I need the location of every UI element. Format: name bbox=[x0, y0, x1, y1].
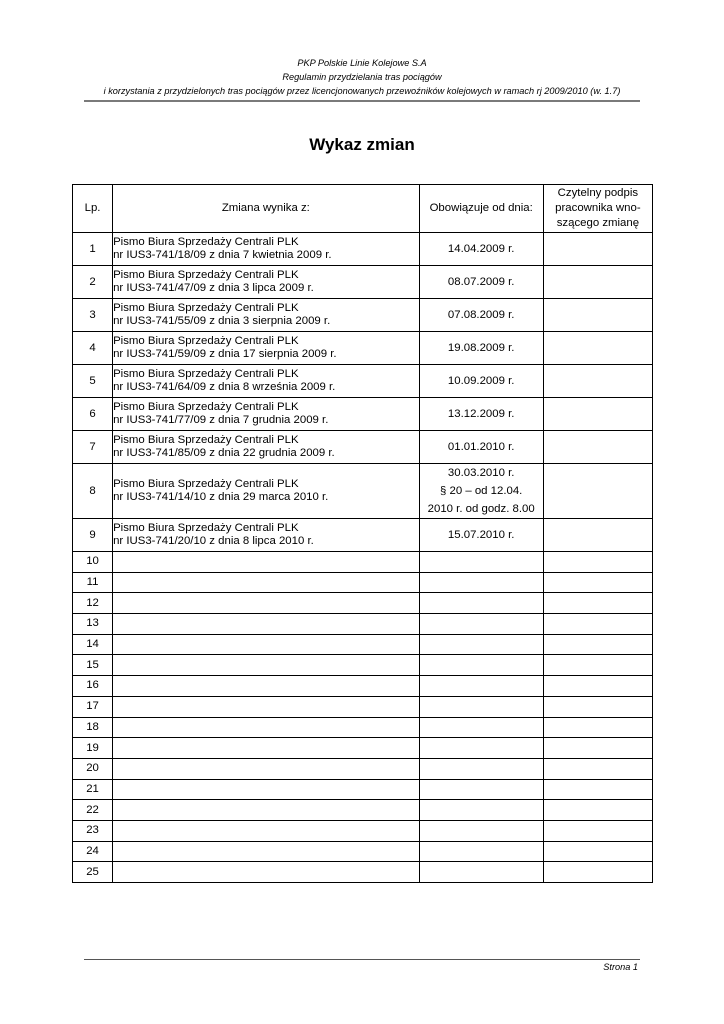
change-source bbox=[113, 332, 420, 365]
table-row bbox=[73, 464, 653, 519]
change-source-line: nr IUS3-741/64/09 z dnia 8 września 2009 r. bbox=[113, 381, 336, 393]
row-number: 1 bbox=[73, 233, 113, 266]
change-source bbox=[113, 398, 420, 431]
table-row bbox=[73, 572, 653, 593]
row-number: 20 bbox=[73, 758, 113, 779]
effective-date bbox=[419, 266, 543, 299]
page-number: Strona 1 bbox=[603, 962, 638, 972]
regulation-subtitle: i korzystania z przydzielonych tras pociągów przez licencjonowanych przewoźników kolejowych w ramach rj 2009/2010 (w. 1.7) bbox=[103, 86, 621, 96]
row-number: 14 bbox=[73, 634, 113, 655]
table-row bbox=[73, 398, 653, 431]
table-row bbox=[73, 717, 653, 738]
table-row bbox=[73, 266, 653, 299]
effective-date bbox=[419, 552, 543, 573]
row-number: 7 bbox=[73, 431, 113, 464]
effective-date bbox=[419, 758, 543, 779]
row-number: 2 bbox=[73, 266, 113, 299]
effective-date bbox=[419, 365, 543, 398]
effective-date bbox=[419, 738, 543, 759]
change-source-line: Pismo Biura Sprzedaży Centrali PLK bbox=[113, 236, 299, 248]
signature-cell bbox=[543, 758, 652, 779]
table-row bbox=[73, 299, 653, 332]
change-source-line: Pismo Biura Sprzedaży Centrali PLK bbox=[113, 522, 299, 534]
row-number: 18 bbox=[73, 717, 113, 738]
header-signature-line: Czytelny podpis bbox=[557, 187, 639, 199]
effective-date bbox=[419, 332, 543, 365]
effective-date-value: 10.09.2009 r. bbox=[447, 375, 515, 387]
change-source bbox=[113, 862, 420, 883]
change-source-line: Pismo Biura Sprzedaży Centrali PLK bbox=[113, 335, 299, 347]
effective-date bbox=[419, 634, 543, 655]
table-row bbox=[73, 841, 653, 862]
changes-table bbox=[72, 184, 653, 883]
table-row bbox=[73, 332, 653, 365]
page-title: Wykaz zmian bbox=[309, 135, 415, 154]
change-source bbox=[113, 676, 420, 697]
header-signature-line: pracownika wno- bbox=[555, 202, 641, 214]
change-source bbox=[113, 820, 420, 841]
signature-cell bbox=[543, 738, 652, 759]
signature-cell bbox=[543, 593, 652, 614]
regulation-title: Regulamin przydzielania tras pociągów bbox=[282, 72, 442, 82]
change-source bbox=[113, 299, 420, 332]
table-row bbox=[73, 634, 653, 655]
row-number: 23 bbox=[73, 820, 113, 841]
effective-date-note: 2010 r. od godz. 8.00 bbox=[427, 503, 535, 515]
signature-cell bbox=[543, 634, 652, 655]
change-source-line: nr IUS3-741/14/10 z dnia 29 marca 2010 r. bbox=[113, 491, 329, 503]
change-source bbox=[113, 841, 420, 862]
effective-date bbox=[419, 519, 543, 552]
row-number: 6 bbox=[73, 398, 113, 431]
row-number: 5 bbox=[73, 365, 113, 398]
signature-cell bbox=[543, 800, 652, 821]
table-row bbox=[73, 779, 653, 800]
change-source-line: Pismo Biura Sprzedaży Centrali PLK bbox=[113, 401, 299, 413]
change-source bbox=[113, 593, 420, 614]
effective-date-value: 07.08.2009 r. bbox=[447, 309, 515, 321]
change-source bbox=[113, 738, 420, 759]
signature-cell bbox=[543, 779, 652, 800]
effective-date-value: 14.04.2009 r. bbox=[447, 243, 515, 255]
change-source bbox=[113, 266, 420, 299]
table-row bbox=[73, 552, 653, 573]
signature-cell bbox=[543, 365, 652, 398]
effective-date bbox=[419, 862, 543, 883]
table-row bbox=[73, 738, 653, 759]
table-row bbox=[73, 365, 653, 398]
effective-date bbox=[419, 593, 543, 614]
effective-date-value: 15.07.2010 r. bbox=[447, 529, 515, 541]
change-source-line: Pismo Biura Sprzedaży Centrali PLK bbox=[113, 269, 299, 281]
row-number: 3 bbox=[73, 299, 113, 332]
signature-cell bbox=[543, 266, 652, 299]
effective-date-value: 19.08.2009 r. bbox=[447, 342, 515, 354]
row-number: 25 bbox=[73, 862, 113, 883]
signature-cell bbox=[543, 841, 652, 862]
change-source bbox=[113, 431, 420, 464]
effective-date bbox=[419, 779, 543, 800]
signature-cell bbox=[543, 696, 652, 717]
effective-date bbox=[419, 464, 543, 519]
table-row bbox=[73, 676, 653, 697]
row-number: 11 bbox=[73, 572, 113, 593]
table-row bbox=[73, 758, 653, 779]
row-number: 8 bbox=[73, 464, 113, 519]
change-source bbox=[113, 365, 420, 398]
change-source bbox=[113, 552, 420, 573]
change-source bbox=[113, 779, 420, 800]
effective-date bbox=[419, 299, 543, 332]
change-source bbox=[113, 572, 420, 593]
table-row bbox=[73, 614, 653, 635]
change-source bbox=[113, 800, 420, 821]
row-number: 16 bbox=[73, 676, 113, 697]
change-source bbox=[113, 614, 420, 635]
change-source bbox=[113, 233, 420, 266]
change-source bbox=[113, 634, 420, 655]
header-change: Zmiana wynika z: bbox=[113, 185, 420, 233]
signature-cell bbox=[543, 862, 652, 883]
effective-date bbox=[419, 233, 543, 266]
signature-cell bbox=[543, 299, 652, 332]
change-source-line: nr IUS3-741/47/09 z dnia 3 lipca 2009 r. bbox=[113, 282, 314, 294]
change-source-line: Pismo Biura Sprzedaży Centrali PLK bbox=[113, 368, 299, 380]
signature-cell bbox=[543, 233, 652, 266]
effective-date-value: 08.07.2009 r. bbox=[447, 276, 515, 288]
change-source bbox=[113, 758, 420, 779]
signature-cell bbox=[543, 464, 652, 519]
row-number: 10 bbox=[73, 552, 113, 573]
change-source bbox=[113, 655, 420, 676]
effective-date bbox=[419, 655, 543, 676]
table-row bbox=[73, 519, 653, 552]
effective-date bbox=[419, 820, 543, 841]
change-source bbox=[113, 464, 420, 519]
effective-date bbox=[419, 676, 543, 697]
table-row bbox=[73, 800, 653, 821]
effective-date bbox=[419, 717, 543, 738]
change-source bbox=[113, 696, 420, 717]
effective-date bbox=[419, 841, 543, 862]
change-source-line: nr IUS3-741/59/09 z dnia 17 sierpnia 2009 r. bbox=[113, 348, 337, 360]
signature-cell bbox=[543, 398, 652, 431]
effective-date bbox=[419, 398, 543, 431]
table-row bbox=[73, 431, 653, 464]
header-signature-line: szącego zmianę bbox=[556, 217, 640, 229]
change-source bbox=[113, 717, 420, 738]
effective-date bbox=[419, 431, 543, 464]
row-number: 9 bbox=[73, 519, 113, 552]
signature-cell bbox=[543, 572, 652, 593]
signature-cell bbox=[543, 614, 652, 635]
header-effective: Obowiązuje od dnia: bbox=[419, 185, 543, 233]
table-row bbox=[73, 593, 653, 614]
change-source-line: nr IUS3-741/55/09 z dnia 3 sierpnia 2009 r. bbox=[113, 315, 331, 327]
effective-date-value: 13.12.2009 r. bbox=[447, 408, 515, 420]
row-number: 24 bbox=[73, 841, 113, 862]
row-number: 13 bbox=[73, 614, 113, 635]
row-number: 12 bbox=[73, 593, 113, 614]
table-row bbox=[73, 696, 653, 717]
row-number: 19 bbox=[73, 738, 113, 759]
signature-cell bbox=[543, 519, 652, 552]
signature-cell bbox=[543, 655, 652, 676]
row-number: 4 bbox=[73, 332, 113, 365]
signature-cell bbox=[543, 676, 652, 697]
header-lp: Lp. bbox=[73, 185, 113, 233]
change-source-line: nr IUS3-741/18/09 z dnia 7 kwietnia 2009 r. bbox=[113, 249, 332, 261]
row-number: 21 bbox=[73, 779, 113, 800]
header-signature bbox=[543, 185, 652, 233]
effective-date bbox=[419, 696, 543, 717]
effective-date-value: 01.01.2010 r. bbox=[447, 441, 515, 453]
table-row bbox=[73, 862, 653, 883]
change-source-line: Pismo Biura Sprzedaży Centrali PLK bbox=[113, 302, 299, 314]
change-source-line: nr IUS3-741/85/09 z dnia 22 grudnia 2009 r. bbox=[113, 447, 335, 459]
signature-cell bbox=[543, 431, 652, 464]
table-row bbox=[73, 233, 653, 266]
signature-cell bbox=[543, 552, 652, 573]
row-number: 22 bbox=[73, 800, 113, 821]
change-source bbox=[113, 519, 420, 552]
effective-date bbox=[419, 614, 543, 635]
change-source-line: nr IUS3-741/20/10 z dnia 8 lipca 2010 r. bbox=[113, 535, 314, 547]
effective-date bbox=[419, 572, 543, 593]
document-header bbox=[84, 56, 640, 98]
company-name: PKP Polskie Linie Kolejowe S.A bbox=[297, 58, 427, 68]
effective-date-note: § 20 – od 12.04. bbox=[440, 485, 523, 497]
table-row bbox=[73, 820, 653, 841]
footer-divider bbox=[84, 959, 640, 960]
change-source-line: nr IUS3-741/77/09 z dnia 7 grudnia 2009 r. bbox=[113, 414, 329, 426]
row-number: 17 bbox=[73, 696, 113, 717]
effective-date-value: 30.03.2010 r. bbox=[447, 467, 515, 479]
table-header-row bbox=[73, 185, 653, 233]
signature-cell bbox=[543, 717, 652, 738]
header-divider bbox=[84, 100, 640, 102]
change-source-line: Pismo Biura Sprzedaży Centrali PLK bbox=[113, 478, 299, 490]
signature-cell bbox=[543, 820, 652, 841]
change-source-line: Pismo Biura Sprzedaży Centrali PLK bbox=[113, 434, 299, 446]
effective-date bbox=[419, 800, 543, 821]
row-number: 15 bbox=[73, 655, 113, 676]
signature-cell bbox=[543, 332, 652, 365]
table-row bbox=[73, 655, 653, 676]
